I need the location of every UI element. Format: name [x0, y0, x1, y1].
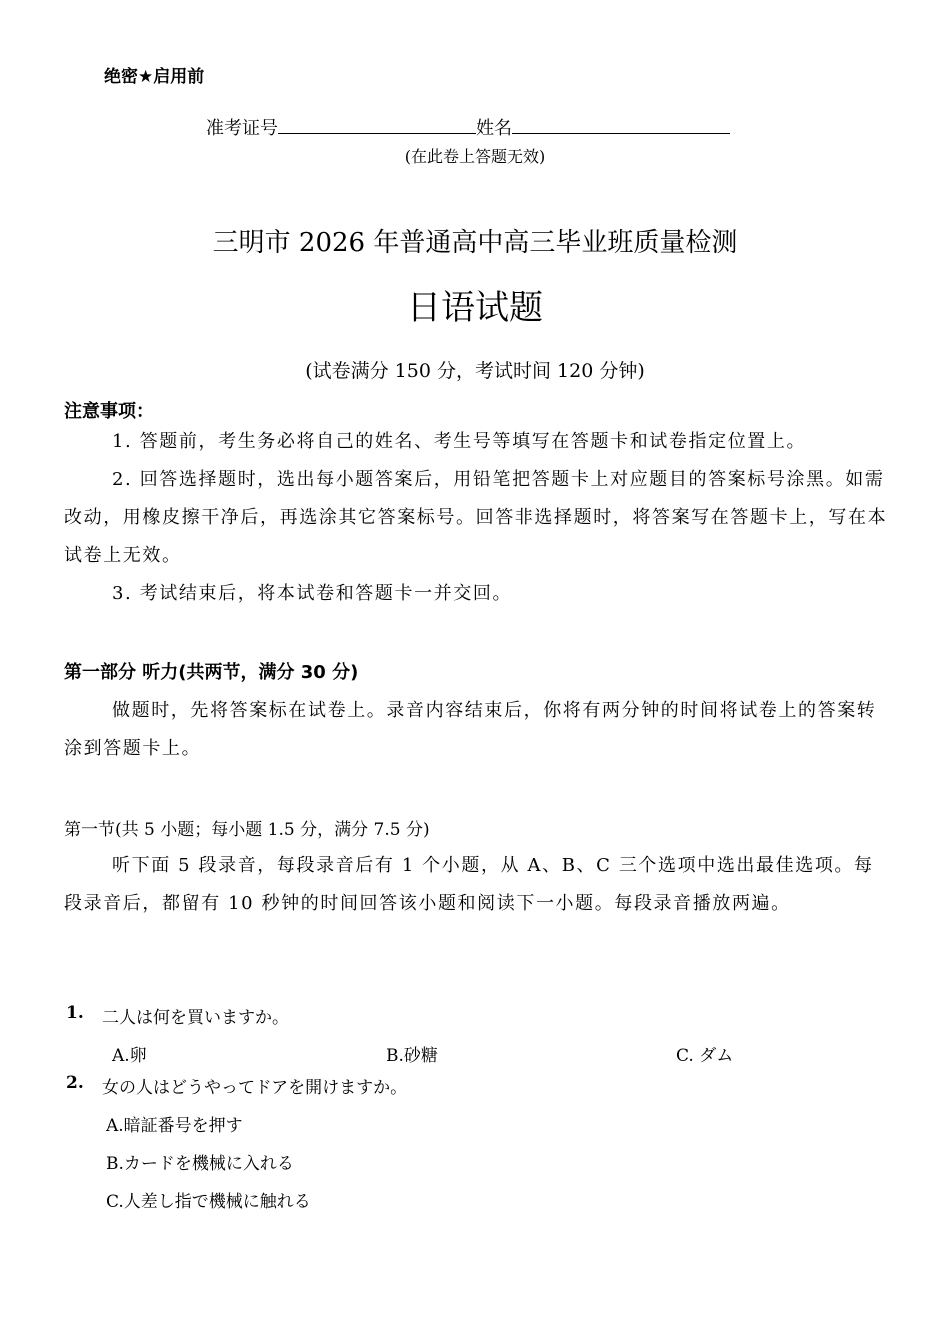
confidential-label: 绝密★启用前: [104, 67, 205, 87]
question-text: 女の人はどうやってドアを開けますか。: [102, 1078, 408, 1098]
note-item: 2. 回答选择题时，选出每小题答案后，用铅笔把答题卡上对应题目的答案标号涂黑。如需改动，用橡皮擦干净后，再选涂其它答案标号。回答非选择题时，将答案写在答题卡上，写在本试卷上无效。: [64, 469, 888, 566]
notes-heading: 注意事项：: [64, 401, 154, 422]
question-text: 二人は何を買いますか。: [102, 1008, 289, 1028]
exam-id-label: 准考证号: [206, 118, 278, 139]
question-number: 1.: [66, 1003, 84, 1023]
question-number: 2.: [66, 1073, 84, 1093]
invalid-note: (在此卷上答题无效): [404, 147, 546, 166]
exam-title: 三明市 2026 年普通高中高三毕业班质量检测: [212, 228, 738, 258]
section1-instructions: 听下面 5 段录音，每段录音后有 1 个小题，从 A、B、C 三个选项中选出最佳选项。每段录音后，都留有 10 秒钟的时间回答该小题和阅读下一小题。每段录音播放两遍。: [64, 855, 874, 914]
option-a[interactable]: A.卵: [112, 1046, 147, 1066]
exam-id-blank: [278, 115, 476, 134]
note-item: 3. 考试结束后，将本试卷和答题卡一并交回。: [112, 583, 513, 604]
part1-heading: 第一部分 听力(共两节，满分 30 分): [64, 662, 359, 683]
name-blank: [512, 115, 730, 134]
option-a[interactable]: A.暗証番号を押す: [106, 1116, 243, 1136]
section1-heading: 第一节(共 5 小题；每小题 1.5 分，满分 7.5 分): [64, 820, 430, 840]
candidate-info-line: [206, 114, 730, 140]
option-c[interactable]: C. ダム: [676, 1046, 734, 1066]
subject-title: 日语试题: [407, 288, 543, 328]
exam-info: (试卷满分 150 分，考试时间 120 分钟): [305, 360, 645, 382]
name-label: 姓名: [476, 118, 512, 139]
note-item: 1. 答题前，考生务必将自己的姓名、考生号等填写在答题卡和试卷指定位置上。: [112, 431, 807, 452]
option-b[interactable]: B.砂糖: [386, 1046, 438, 1066]
option-c[interactable]: C.人差し指で機械に触れる: [106, 1192, 311, 1212]
part1-instructions: 做题时，先将答案标在试卷上。录音内容结束后，你将有两分钟的时间将试卷上的答案转涂到答题卡上。: [64, 700, 877, 759]
option-b[interactable]: B.カードを機械に入れる: [106, 1154, 294, 1174]
